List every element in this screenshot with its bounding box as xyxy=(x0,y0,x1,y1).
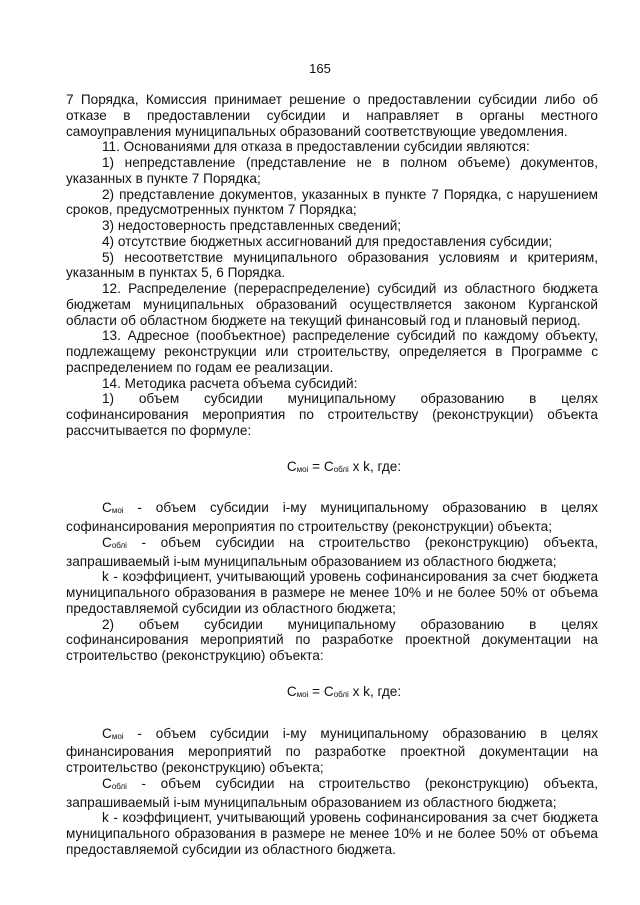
definition-c-obli-1: $C_{облi}$ - объем субсидии на строительство (реконструкцию) объекта, запрашиваемый i-ым муниципальным образованием из областного бюджета; xyxy=(66,534,598,569)
list-item-ground-5: 5) несоответствие муниципального образования условиям и критериям, указанным в пунктах 5, 6 Порядка. xyxy=(66,249,598,281)
paragraph-14-item-2: 2) объем субсидии муниципальному образованию в целях софинансирования мероприятий по разработке проектной документации на строительство (реконструкцию) объекта: xyxy=(66,616,598,663)
list-item-ground-2: 2) представление документов, указанных в пункте 7 Порядка, с нарушением сроков, предусмотренных пунктом 7 Порядка; xyxy=(66,186,598,218)
definition-c-obli-2: $C_{облi}$ - объем субсидии на строительство (реконструкцию) объекта, запрашиваемый i-ым муниципальным образованием из областного бюджета; xyxy=(66,775,598,810)
paragraph-decision: 7 Порядка, Комиссия принимает решение о предоставлении субсидии либо об отказе в предоставлении субсидии и направляет в органы местного самоуправления муниципальных образований соответствующие уведомления. xyxy=(66,92,598,139)
paragraph-12-distribution: 12. Распределение (перераспределение) субсидий из областного бюджета бюджетам муниципальных образований осуществляется законом Курганской области об областном бюджете на текущий финансовый год и плановый период. xyxy=(66,281,598,328)
document-body xyxy=(66,92,598,858)
paragraph-14-item-1: 1) объем субсидии муниципальному образованию в целях софинансирования мероприятия по строительству (реконструкции) объекта рассчитывается по формуле: xyxy=(66,391,598,438)
page-number: 165 xyxy=(309,61,331,76)
list-item-ground-1: 1) непредставление (представление не в полном объеме) документов, указанных в пункте 7 Порядка; xyxy=(66,155,598,186)
definition-k-2: k - коэффициент, учитывающий уровень софинансирования за счет бюджета муниципального образования в размере не менее 10% и не более 50% от объема предоставляемой субсидии из областного бюджета. xyxy=(66,810,598,857)
list-item-ground-4: 4) отсутствие бюджетных ассигнований для предоставления субсидии; xyxy=(102,233,553,249)
paragraph-14-method: 14. Методика расчета объема субсидий: xyxy=(102,375,358,391)
paragraph-11-grounds: 11. Основаниями для отказа в предоставлении субсидии являются: xyxy=(102,139,530,155)
definition-c-moi-1: $C_{мoi}$ - объем субсидии i-му муниципальному образованию в целях софинансирования мероприятия по строительству (реконструкции) объекта; xyxy=(66,500,598,534)
definition-k-1: k - коэффициент, учитывающий уровень софинансирования за счет бюджета муниципального образования в размере не менее 10% и не более 50% от объема предоставляемой субсидии из областного бюджета; xyxy=(66,569,598,616)
formula-2: $C_{мoi} = C_{облi}$ x k, где: xyxy=(286,683,402,699)
paragraph-13-allocation: 13. Адресное (пообъектное) распределение субсидий по каждому объекту, подлежащему реконструкции или строительству, определяется в Программе с распределением по годам ее реализации. xyxy=(66,328,598,375)
list-item-ground-3: 3) недостоверность представленных сведений; xyxy=(102,218,402,233)
formula-1: $C_{мoi} = C_{облi}$ x k, где: xyxy=(286,458,402,474)
definition-c-moi-2: $C_{мoi}$ - объем субсидии i-му муниципальному образованию в целях финансирования мероприятий по разработке проектной документации на строительство (реконструкцию) объекта; xyxy=(66,725,598,775)
